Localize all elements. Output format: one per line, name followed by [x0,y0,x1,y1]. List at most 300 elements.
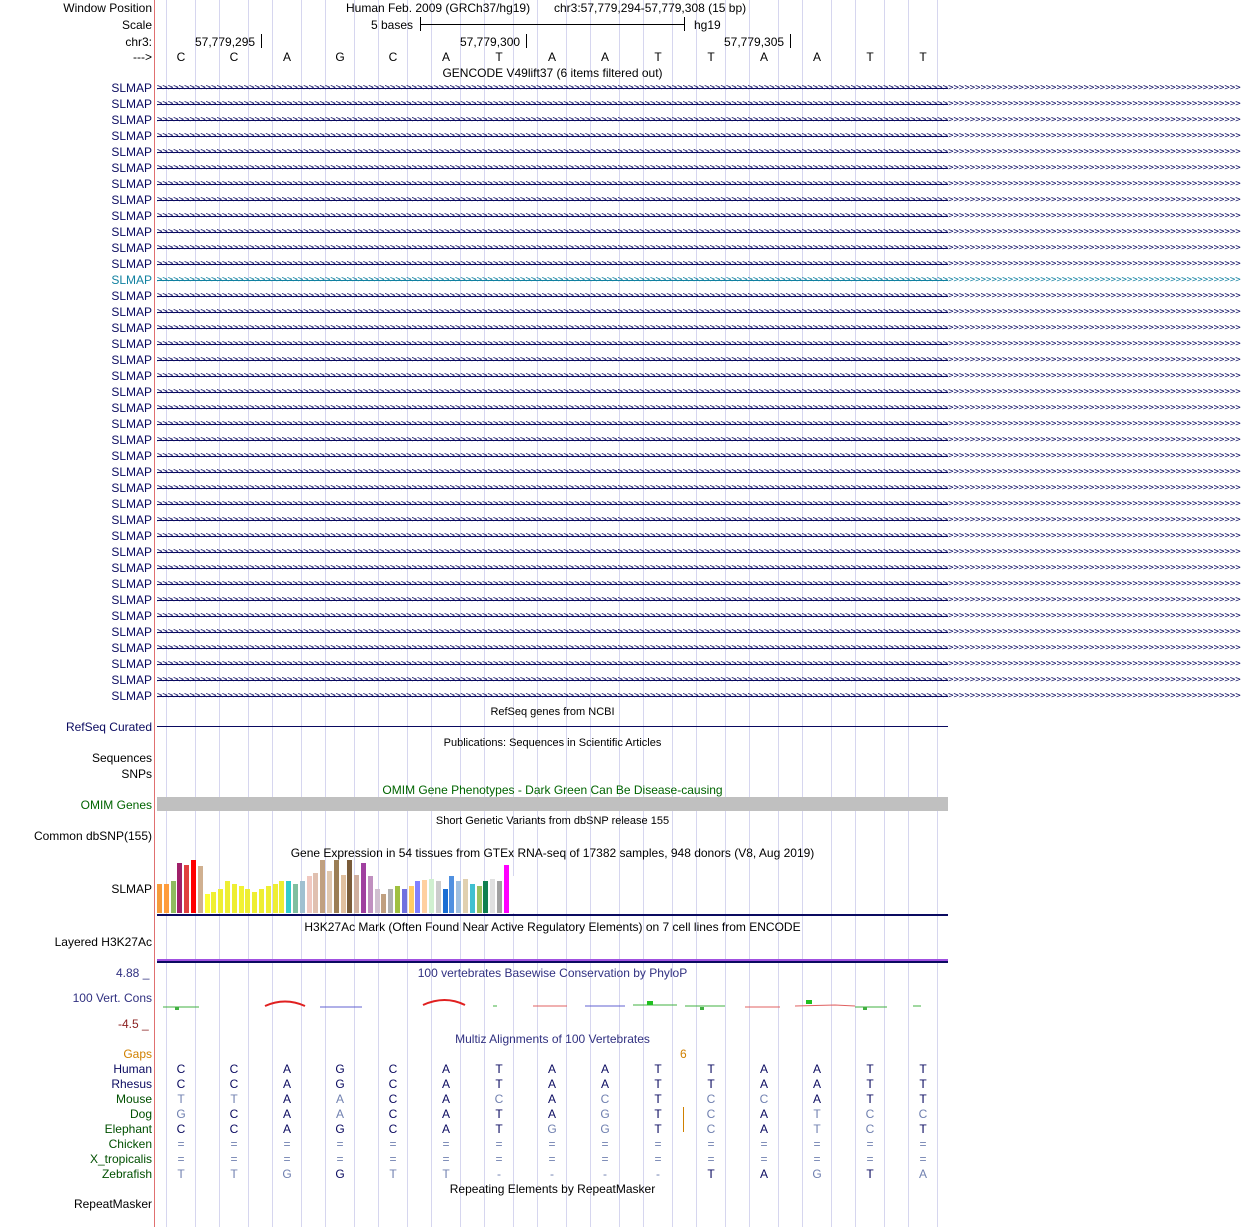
gencode-transcript-label[interactable]: SLMAP [111,561,152,575]
gencode-transcript-label[interactable]: SLMAP [111,305,152,319]
gtex-tissue-bar[interactable] [327,871,332,913]
sequence-base: A [812,50,821,64]
alignment-base: = [442,1152,450,1166]
species-label[interactable]: Chicken [108,1137,152,1151]
alignment-base: T [813,1122,821,1136]
gtex-tissue-bar[interactable] [429,879,434,913]
gtex-tissue-bar[interactable] [395,886,400,913]
gencode-transcript-label[interactable]: SLMAP [111,177,152,191]
strand-label: ---> [133,50,152,64]
species-label[interactable]: Rhesus [111,1077,152,1091]
gaps-label[interactable]: Gaps [123,1047,152,1061]
alignment-base: A [600,1077,609,1091]
alignment-base: A [282,1092,291,1106]
gencode-strand-arrows: >>>>>>>>>>>>>>>>>>>>>>>>>>>>>>>>>>>>>>>>>>>>>>>>>>>>>>>>>>>>>>>>>>>>>>>>>>>>>>>>>>>>>>>>>>>>>>>>>>>>>>>>>>>>>>>>>>>>>>>>>>>>>>>>>>>>>>>>>>>>>>>>>>>>>>>>>>>>>>>>>>>>>>>>>>>>>>>>>>>>>>>>>>>>>>>>>>>>>>>> [157,515,1241,525]
alignment-base: T [654,1122,662,1136]
gtex-title[interactable]: Gene Expression in 54 tissues from GTEx RNA-seq of 17382 samples, 948 donors (V8, Aug 2019) [290,846,815,860]
alignment-base: T [654,1077,662,1091]
gtex-tissue-bar[interactable] [463,879,468,913]
alignment-base: T [495,1077,503,1091]
alignment-base: A [441,1122,450,1136]
alignment-base: T [866,1167,874,1181]
gencode-transcript-label[interactable]: SLMAP [111,433,152,447]
alignment-base: C [229,1062,239,1076]
gtex-tissue-bar[interactable] [368,876,373,913]
alignment-base: A [812,1077,821,1091]
alignment-base: C [706,1092,716,1106]
multiz-title[interactable]: Multiz Alignments of 100 Vertebrates [455,1032,650,1046]
gencode-transcript-label[interactable]: SLMAP [111,401,152,415]
alignment-base: = [283,1152,291,1166]
gtex-tissue-bar[interactable] [470,884,475,913]
gencode-strand-arrows: >>>>>>>>>>>>>>>>>>>>>>>>>>>>>>>>>>>>>>>>>>>>>>>>>>>>>>>>>>>>>>>>>>>>>>>>>>>>>>>>>>>>>>>>>>>>>>>>>>>>>>>>>>>>>>>>>>>>>>>>>>>>>>>>>>>>>>>>>>>>>>>>>>>>>>>>>>>>>>>>>>>>>>>>>>>>>>>>>>>>>>>>>>>>>>>>>>>>>>>> [157,451,1241,461]
gencode-transcript-label[interactable]: SLMAP [111,577,152,591]
gencode-transcript-label[interactable]: SLMAP [111,161,152,175]
scale-bar [420,24,684,25]
species-label[interactable]: Human [113,1062,152,1076]
gencode-strand-arrows: >>>>>>>>>>>>>>>>>>>>>>>>>>>>>>>>>>>>>>>>>>>>>>>>>>>>>>>>>>>>>>>>>>>>>>>>>>>>>>>>>>>>>>>>>>>>>>>>>>>>>>>>>>>>>>>>>>>>>>>>>>>>>>>>>>>>>>>>>>>>>>>>>>>>>>>>>>>>>>>>>>>>>>>>>>>>>>>>>>>>>>>>>>>>>>>>>>>>>>>> [157,307,1241,317]
h3k27ac-signal-bottom [157,961,948,963]
gencode-strand-arrows: >>>>>>>>>>>>>>>>>>>>>>>>>>>>>>>>>>>>>>>>>>>>>>>>>>>>>>>>>>>>>>>>>>>>>>>>>>>>>>>>>>>>>>>>>>>>>>>>>>>>>>>>>>>>>>>>>>>>>>>>>>>>>>>>>>>>>>>>>>>>>>>>>>>>>>>>>>>>>>>>>>>>>>>>>>>>>>>>>>>>>>>>>>>>>>>>>>>>>>>> [157,355,1241,365]
alignment-base: = [707,1137,715,1151]
gtex-tissue-bar[interactable] [164,884,169,913]
alignment-base: G [335,1077,345,1091]
gencode-strand-arrows: >>>>>>>>>>>>>>>>>>>>>>>>>>>>>>>>>>>>>>>>>>>>>>>>>>>>>>>>>>>>>>>>>>>>>>>>>>>>>>>>>>>>>>>>>>>>>>>>>>>>>>>>>>>>>>>>>>>>>>>>>>>>>>>>>>>>>>>>>>>>>>>>>>>>>>>>>>>>>>>>>>>>>>>>>>>>>>>>>>>>>>>>>>>>>>>>>>>>>>>> [157,211,1241,221]
alignment-base: G [282,1167,292,1181]
gencode-transcript-label[interactable]: SLMAP [111,417,152,431]
alignment-base: C [865,1122,875,1136]
sequence-base: C [388,50,398,64]
alignment-base: C [600,1092,610,1106]
alignment-base: = [548,1152,556,1166]
species-label[interactable]: Elephant [104,1122,152,1136]
gencode-transcript-label[interactable]: SLMAP [111,353,152,367]
alignment-base: = [389,1137,397,1151]
gtex-tissue-bar[interactable] [497,881,502,913]
alignment-base: A [759,1077,768,1091]
refseq-gene-line[interactable] [157,726,948,727]
alignment-base: = [442,1137,450,1151]
alignment-base: = [601,1137,609,1151]
alignment-base: A [282,1077,291,1091]
alignment-base: = [177,1152,185,1166]
gencode-strand-arrows: >>>>>>>>>>>>>>>>>>>>>>>>>>>>>>>>>>>>>>>>>>>>>>>>>>>>>>>>>>>>>>>>>>>>>>>>>>>>>>>>>>>>>>>>>>>>>>>>>>>>>>>>>>>>>>>>>>>>>>>>>>>>>>>>>>>>>>>>>>>>>>>>>>>>>>>>>>>>>>>>>>>>>>>>>>>>>>>>>>>>>>>>>>>>>>>>>>>>>>>> [157,627,1241,637]
species-label[interactable]: Zebrafish [101,1167,152,1181]
gencode-transcript-label[interactable]: SLMAP [111,129,152,143]
gtex-tissue-bar[interactable] [307,876,312,913]
gtex-tissue-bar[interactable] [490,879,495,913]
alignment-base: - [656,1167,660,1181]
repeatmasker-label[interactable]: RepeatMasker [73,1197,152,1211]
refseq-title[interactable]: RefSeq genes from NCBI [490,706,615,718]
gtex-tissue-bar[interactable] [375,889,380,913]
sequence-base: T [654,50,662,64]
gencode-transcript-label[interactable]: SLMAP [111,113,152,127]
gtex-tissue-bar[interactable] [341,875,346,913]
position-text[interactable]: chr3:57,779,294-57,779,308 (15 bp) [554,1,747,15]
gtex-tissue-bar[interactable] [320,860,325,913]
alignment-base: A [282,1107,291,1121]
gtex-tissue-bar[interactable] [511,876,516,913]
coord-3: 57,779,305 [724,35,785,49]
gtex-tissue-bar[interactable] [171,881,176,913]
alignment-base: C [388,1122,398,1136]
gtex-tissue-bar[interactable] [279,881,284,913]
alignment-base: = [654,1152,662,1166]
alignment-base: T [707,1167,715,1181]
gtex-tissue-bar[interactable] [198,866,203,913]
publications-title[interactable]: Publications: Sequences in Scientific Articles [443,737,662,749]
alignment-base: G [547,1122,557,1136]
alignment-base: = [866,1137,874,1151]
sequence-base: C [229,50,239,64]
alignment-base: = [230,1137,238,1151]
alignment-base: G [812,1167,822,1181]
alignment-base: A [547,1092,556,1106]
gencode-transcript-label[interactable]: SLMAP [111,321,152,335]
alignment-base: C [176,1122,186,1136]
gtex-tissue-bar[interactable] [504,865,509,913]
scale-label: Scale [121,18,152,32]
gtex-tissue-bar[interactable] [286,881,291,913]
gencode-strand-arrows: >>>>>>>>>>>>>>>>>>>>>>>>>>>>>>>>>>>>>>>>>>>>>>>>>>>>>>>>>>>>>>>>>>>>>>>>>>>>>>>>>>>>>>>>>>>>>>>>>>>>>>>>>>>>>>>>>>>>>>>>>>>>>>>>>>>>>>>>>>>>>>>>>>>>>>>>>>>>>>>>>>>>>>>>>>>>>>>>>>>>>>>>>>>>>>>>>>>>>>>> [157,499,1241,509]
alignment-base: T [707,1077,715,1091]
alignment-base: = [813,1137,821,1151]
alignment-base: T [919,1092,927,1106]
gencode-transcript-label[interactable]: SLMAP [111,625,152,639]
alignment-base: T [919,1062,927,1076]
gap-marker [683,1107,684,1132]
gtex-tissue-bar[interactable] [388,889,393,913]
gencode-strand-arrows: >>>>>>>>>>>>>>>>>>>>>>>>>>>>>>>>>>>>>>>>>>>>>>>>>>>>>>>>>>>>>>>>>>>>>>>>>>>>>>>>>>>>>>>>>>>>>>>>>>>>>>>>>>>>>>>>>>>>>>>>>>>>>>>>>>>>>>>>>>>>>>>>>>>>>>>>>>>>>>>>>>>>>>>>>>>>>>>>>>>>>>>>>>>>>>>>>>>>>>>> [157,595,1241,605]
alignment-base: A [547,1077,556,1091]
gtex-tissue-bar[interactable] [334,860,339,913]
alignment-base: C [176,1062,186,1076]
alignment-base: T [707,1062,715,1076]
gtex-tissue-bar[interactable] [300,881,305,913]
alignment-base: C [176,1077,186,1091]
gencode-strand-arrows: >>>>>>>>>>>>>>>>>>>>>>>>>>>>>>>>>>>>>>>>>>>>>>>>>>>>>>>>>>>>>>>>>>>>>>>>>>>>>>>>>>>>>>>>>>>>>>>>>>>>>>>>>>>>>>>>>>>>>>>>>>>>>>>>>>>>>>>>>>>>>>>>>>>>>>>>>>>>>>>>>>>>>>>>>>>>>>>>>>>>>>>>>>>>>>>>>>>>>>>> [157,483,1241,493]
alignment-base: G [335,1122,345,1136]
alignment-base: A [547,1107,556,1121]
gencode-transcript-label[interactable]: SLMAP [111,465,152,479]
gtex-tissue-bar[interactable] [436,881,441,913]
alignment-base: T [919,1122,927,1136]
gtex-tissue-bar[interactable] [409,886,414,913]
assembly-text[interactable]: Human Feb. 2009 (GRCh37/hg19) [346,1,531,15]
publications-label-1[interactable]: Sequences [91,751,152,765]
gencode-strand-arrows: >>>>>>>>>>>>>>>>>>>>>>>>>>>>>>>>>>>>>>>>>>>>>>>>>>>>>>>>>>>>>>>>>>>>>>>>>>>>>>>>>>>>>>>>>>>>>>>>>>>>>>>>>>>>>>>>>>>>>>>>>>>>>>>>>>>>>>>>>>>>>>>>>>>>>>>>>>>>>>>>>>>>>>>>>>>>>>>>>>>>>>>>>>>>>>>>>>>>>>>> [157,419,1241,429]
gtex-tissue-bar[interactable] [205,894,210,913]
gencode-strand-arrows: >>>>>>>>>>>>>>>>>>>>>>>>>>>>>>>>>>>>>>>>>>>>>>>>>>>>>>>>>>>>>>>>>>>>>>>>>>>>>>>>>>>>>>>>>>>>>>>>>>>>>>>>>>>>>>>>>>>>>>>>>>>>>>>>>>>>>>>>>>>>>>>>>>>>>>>>>>>>>>>>>>>>>>>>>>>>>>>>>>>>>>>>>>>>>>>>>>>>>>>> [157,403,1241,413]
h3k27ac-title[interactable]: H3K27Ac Mark (Often Found Near Active Regulatory Elements) on 7 cell lines from ENCODE [304,920,801,934]
h3k27ac-label[interactable]: Layered H3K27Ac [54,935,152,949]
gencode-strand-arrows: >>>>>>>>>>>>>>>>>>>>>>>>>>>>>>>>>>>>>>>>>>>>>>>>>>>>>>>>>>>>>>>>>>>>>>>>>>>>>>>>>>>>>>>>>>>>>>>>>>>>>>>>>>>>>>>>>>>>>>>>>>>>>>>>>>>>>>>>>>>>>>>>>>>>>>>>>>>>>>>>>>>>>>>>>>>>>>>>>>>>>>>>>>>>>>>>>>>>>>>> [157,323,1241,333]
alignment-base: T [654,1092,662,1106]
alignment-base: A [759,1167,768,1181]
gencode-transcript-label[interactable]: SLMAP [111,209,152,223]
alignment-base: A [441,1062,450,1076]
alignment-base: T [654,1107,662,1121]
gencode-transcript-label[interactable]: SLMAP [111,385,152,399]
alignment-base: A [441,1107,450,1121]
gtex-tissue-bar[interactable] [225,881,230,913]
alignment-base: C [865,1107,875,1121]
gencode-strand-arrows: >>>>>>>>>>>>>>>>>>>>>>>>>>>>>>>>>>>>>>>>>>>>>>>>>>>>>>>>>>>>>>>>>>>>>>>>>>>>>>>>>>>>>>>>>>>>>>>>>>>>>>>>>>>>>>>>>>>>>>>>>>>>>>>>>>>>>>>>>>>>>>>>>>>>>>>>>>>>>>>>>>>>>>>>>>>>>>>>>>>>>>>>>>>>>>>>>>>>>>>> [157,467,1241,477]
alignment-base: T [866,1077,874,1091]
gtex-tissue-bar[interactable] [232,884,237,913]
gap-count[interactable]: 6 [680,1047,687,1061]
gencode-transcript-label[interactable]: SLMAP [111,193,152,207]
phylop-max: 4.88 _ [116,966,150,980]
gencode-transcript-label[interactable]: SLMAP [111,689,152,703]
gtex-tissue-bar[interactable] [449,876,454,913]
alignment-base: = [495,1137,503,1151]
phylop-signal[interactable] [155,995,950,1015]
gencode-title[interactable]: GENCODE V49lift37 (6 items filtered out) [442,66,663,80]
gtex-tissue-bar[interactable] [313,873,318,913]
gencode-strand-arrows: >>>>>>>>>>>>>>>>>>>>>>>>>>>>>>>>>>>>>>>>>>>>>>>>>>>>>>>>>>>>>>>>>>>>>>>>>>>>>>>>>>>>>>>>>>>>>>>>>>>>>>>>>>>>>>>>>>>>>>>>>>>>>>>>>>>>>>>>>>>>>>>>>>>>>>>>>>>>>>>>>>>>>>>>>>>>>>>>>>>>>>>>>>>>>>>>>>>>>>>> [157,611,1241,621]
gtex-tissue-bar[interactable] [443,889,448,913]
alignment-base: T [495,1107,503,1121]
alignment-base: = [495,1152,503,1166]
gencode-transcript-label[interactable]: SLMAP [111,673,152,687]
alignment-base: - [603,1167,607,1181]
alignment-base: T [866,1062,874,1076]
gencode-strand-arrows: >>>>>>>>>>>>>>>>>>>>>>>>>>>>>>>>>>>>>>>>>>>>>>>>>>>>>>>>>>>>>>>>>>>>>>>>>>>>>>>>>>>>>>>>>>>>>>>>>>>>>>>>>>>>>>>>>>>>>>>>>>>>>>>>>>>>>>>>>>>>>>>>>>>>>>>>>>>>>>>>>>>>>>>>>>>>>>>>>>>>>>>>>>>>>>>>>>>>>>>> [157,275,1241,285]
alignment-base: A [812,1092,821,1106]
phylop-title[interactable]: 100 vertebrates Basewise Conservation by PhyloP [417,966,688,980]
gencode-strand-arrows: >>>>>>>>>>>>>>>>>>>>>>>>>>>>>>>>>>>>>>>>>>>>>>>>>>>>>>>>>>>>>>>>>>>>>>>>>>>>>>>>>>>>>>>>>>>>>>>>>>>>>>>>>>>>>>>>>>>>>>>>>>>>>>>>>>>>>>>>>>>>>>>>>>>>>>>>>>>>>>>>>>>>>>>>>>>>>>>>>>>>>>>>>>>>>>>>>>>>>>>> [157,83,1241,93]
alignment-base: = [283,1137,291,1151]
alignment-base: A [282,1122,291,1136]
refseq-label[interactable]: RefSeq Curated [65,720,152,734]
alignment-base: A [759,1107,768,1121]
coord-2: 57,779,300 [460,35,521,49]
omim-gene-bar[interactable] [157,797,948,811]
gencode-strand-arrows: >>>>>>>>>>>>>>>>>>>>>>>>>>>>>>>>>>>>>>>>>>>>>>>>>>>>>>>>>>>>>>>>>>>>>>>>>>>>>>>>>>>>>>>>>>>>>>>>>>>>>>>>>>>>>>>>>>>>>>>>>>>>>>>>>>>>>>>>>>>>>>>>>>>>>>>>>>>>>>>>>>>>>>>>>>>>>>>>>>>>>>>>>>>>>>>>>>>>>>>> [157,659,1241,669]
gtex-tissue-bar[interactable] [354,875,359,913]
gtex-label[interactable]: SLMAP [111,882,152,896]
alignment-base: C [759,1092,769,1106]
window-position-label: Window Position [63,1,152,15]
repeatmasker-title[interactable]: Repeating Elements by RepeatMasker [449,1182,656,1196]
alignment-base: = [760,1152,768,1166]
publications-label-2[interactable]: SNPs [121,767,152,781]
alignment-base: A [335,1092,344,1106]
sequence-base: A [600,50,609,64]
gencode-transcript-label[interactable]: SLMAP [111,449,152,463]
gtex-tissue-bar[interactable] [211,892,216,913]
alignment-base: T [177,1167,185,1181]
alignment-base: A [282,1062,291,1076]
alignment-base: = [919,1137,927,1151]
sequence-base: T [495,50,503,64]
gtex-tissue-bar[interactable] [184,865,189,913]
gencode-transcript-label[interactable]: SLMAP [111,145,152,159]
alignment-base: C [388,1077,398,1091]
gtex-tissue-bar[interactable] [157,884,162,913]
sequence-base: A [441,50,450,64]
alignment-base: C [918,1107,928,1121]
alignment-base: C [706,1107,716,1121]
gtex-tissue-bar[interactable] [252,892,257,913]
gtex-tissue-bar[interactable] [293,884,298,913]
alignment-base: T [442,1167,450,1181]
alignment-base: A [441,1092,450,1106]
alignment-base: = [389,1152,397,1166]
alignment-base: A [759,1062,768,1076]
alignment-base: T [495,1122,503,1136]
alignment-base: - [550,1167,554,1181]
gencode-transcript-label[interactable]: SLMAP [111,241,152,255]
alignment-base: G [600,1122,610,1136]
alignment-base: = [336,1137,344,1151]
gencode-strand-arrows: >>>>>>>>>>>>>>>>>>>>>>>>>>>>>>>>>>>>>>>>>>>>>>>>>>>>>>>>>>>>>>>>>>>>>>>>>>>>>>>>>>>>>>>>>>>>>>>>>>>>>>>>>>>>>>>>>>>>>>>>>>>>>>>>>>>>>>>>>>>>>>>>>>>>>>>>>>>>>>>>>>>>>>>>>>>>>>>>>>>>>>>>>>>>>>>>>>>>>>>> [157,531,1241,541]
gtex-tissue-bar[interactable] [456,881,461,913]
gtex-tissue-bar[interactable] [361,863,366,913]
alignment-base: C [388,1107,398,1121]
alignment-base: = [919,1152,927,1166]
gencode-transcript-label[interactable]: SLMAP [111,337,152,351]
scale-text: 5 bases [371,18,414,32]
gencode-strand-arrows: >>>>>>>>>>>>>>>>>>>>>>>>>>>>>>>>>>>>>>>>>>>>>>>>>>>>>>>>>>>>>>>>>>>>>>>>>>>>>>>>>>>>>>>>>>>>>>>>>>>>>>>>>>>>>>>>>>>>>>>>>>>>>>>>>>>>>>>>>>>>>>>>>>>>>>>>>>>>>>>>>>>>>>>>>>>>>>>>>>>>>>>>>>>>>>>>>>>>>>>> [157,227,1241,237]
gencode-strand-arrows: >>>>>>>>>>>>>>>>>>>>>>>>>>>>>>>>>>>>>>>>>>>>>>>>>>>>>>>>>>>>>>>>>>>>>>>>>>>>>>>>>>>>>>>>>>>>>>>>>>>>>>>>>>>>>>>>>>>>>>>>>>>>>>>>>>>>>>>>>>>>>>>>>>>>>>>>>>>>>>>>>>>>>>>>>>>>>>>>>>>>>>>>>>>>>>>>>>>>>>>> [157,163,1241,173]
gencode-transcript-label[interactable]: SLMAP [111,97,152,111]
alignment-base: C [388,1092,398,1106]
gencode-strand-arrows: >>>>>>>>>>>>>>>>>>>>>>>>>>>>>>>>>>>>>>>>>>>>>>>>>>>>>>>>>>>>>>>>>>>>>>>>>>>>>>>>>>>>>>>>>>>>>>>>>>>>>>>>>>>>>>>>>>>>>>>>>>>>>>>>>>>>>>>>>>>>>>>>>>>>>>>>>>>>>>>>>>>>>>>>>>>>>>>>>>>>>>>>>>>>>>>>>>>>>>>> [157,259,1241,269]
alignment-base: C [229,1077,239,1091]
alignment-base: C [229,1122,239,1136]
alignment-base: A [759,1122,768,1136]
alignment-base: G [176,1107,186,1121]
omim-title[interactable]: OMIM Gene Phenotypes - Dark Green Can Be Disease-causing [382,783,723,797]
gtex-tissue-bar[interactable] [239,886,244,913]
alignment-base: T [177,1092,185,1106]
sequence-base: A [759,50,768,64]
alignment-base: C [229,1107,239,1121]
alignment-base: T [866,1092,874,1106]
omim-label[interactable]: OMIM Genes [80,798,152,812]
gencode-transcript-label[interactable]: SLMAP [111,81,152,95]
gencode-strand-arrows: >>>>>>>>>>>>>>>>>>>>>>>>>>>>>>>>>>>>>>>>>>>>>>>>>>>>>>>>>>>>>>>>>>>>>>>>>>>>>>>>>>>>>>>>>>>>>>>>>>>>>>>>>>>>>>>>>>>>>>>>>>>>>>>>>>>>>>>>>>>>>>>>>>>>>>>>>>>>>>>>>>>>>>>>>>>>>>>>>>>>>>>>>>>>>>>>>>>>>>>> [157,563,1241,573]
gtex-tissue-bar[interactable] [381,894,386,913]
gencode-strand-arrows: >>>>>>>>>>>>>>>>>>>>>>>>>>>>>>>>>>>>>>>>>>>>>>>>>>>>>>>>>>>>>>>>>>>>>>>>>>>>>>>>>>>>>>>>>>>>>>>>>>>>>>>>>>>>>>>>>>>>>>>>>>>>>>>>>>>>>>>>>>>>>>>>>>>>>>>>>>>>>>>>>>>>>>>>>>>>>>>>>>>>>>>>>>>>>>>>>>>>>>>> [157,243,1241,253]
coord-2-tick [526,34,527,48]
gencode-strand-arrows: >>>>>>>>>>>>>>>>>>>>>>>>>>>>>>>>>>>>>>>>>>>>>>>>>>>>>>>>>>>>>>>>>>>>>>>>>>>>>>>>>>>>>>>>>>>>>>>>>>>>>>>>>>>>>>>>>>>>>>>>>>>>>>>>>>>>>>>>>>>>>>>>>>>>>>>>>>>>>>>>>>>>>>>>>>>>>>>>>>>>>>>>>>>>>>>>>>>>>>>> [157,371,1241,381]
gtex-tissue-bar[interactable] [402,889,407,913]
chrom-label: chr3: [125,35,152,49]
sequence-base: C [176,50,186,64]
alignment-base: G [600,1107,610,1121]
species-label[interactable]: Dog [129,1107,152,1121]
gencode-strand-arrows: >>>>>>>>>>>>>>>>>>>>>>>>>>>>>>>>>>>>>>>>>>>>>>>>>>>>>>>>>>>>>>>>>>>>>>>>>>>>>>>>>>>>>>>>>>>>>>>>>>>>>>>>>>>>>>>>>>>>>>>>>>>>>>>>>>>>>>>>>>>>>>>>>>>>>>>>>>>>>>>>>>>>>>>>>>>>>>>>>>>>>>>>>>>>>>>>>>>>>>>> [157,435,1241,445]
gencode-transcript-label[interactable]: SLMAP [111,529,152,543]
gencode-transcript-label[interactable]: SLMAP [111,225,152,239]
gencode-strand-arrows: >>>>>>>>>>>>>>>>>>>>>>>>>>>>>>>>>>>>>>>>>>>>>>>>>>>>>>>>>>>>>>>>>>>>>>>>>>>>>>>>>>>>>>>>>>>>>>>>>>>>>>>>>>>>>>>>>>>>>>>>>>>>>>>>>>>>>>>>>>>>>>>>>>>>>>>>>>>>>>>>>>>>>>>>>>>>>>>>>>>>>>>>>>>>>>>>>>>>>>>> [157,387,1241,397]
gencode-strand-arrows: >>>>>>>>>>>>>>>>>>>>>>>>>>>>>>>>>>>>>>>>>>>>>>>>>>>>>>>>>>>>>>>>>>>>>>>>>>>>>>>>>>>>>>>>>>>>>>>>>>>>>>>>>>>>>>>>>>>>>>>>>>>>>>>>>>>>>>>>>>>>>>>>>>>>>>>>>>>>>>>>>>>>>>>>>>>>>>>>>>>>>>>>>>>>>>>>>>>>>>>> [157,147,1241,157]
phylop-min: -4.5 _ [118,1017,149,1031]
gtex-tissue-bar[interactable] [422,880,427,913]
gtex-tissue-bar[interactable] [245,889,250,913]
gencode-strand-arrows: >>>>>>>>>>>>>>>>>>>>>>>>>>>>>>>>>>>>>>>>>>>>>>>>>>>>>>>>>>>>>>>>>>>>>>>>>>>>>>>>>>>>>>>>>>>>>>>>>>>>>>>>>>>>>>>>>>>>>>>>>>>>>>>>>>>>>>>>>>>>>>>>>>>>>>>>>>>>>>>>>>>>>>>>>>>>>>>>>>>>>>>>>>>>>>>>>>>>>>>> [157,643,1241,653]
alignment-base: = [548,1137,556,1151]
alignment-base: T [230,1167,238,1181]
gtex-tissue-bar[interactable] [177,863,182,913]
alignment-base: A [441,1077,450,1091]
gencode-strand-arrows: >>>>>>>>>>>>>>>>>>>>>>>>>>>>>>>>>>>>>>>>>>>>>>>>>>>>>>>>>>>>>>>>>>>>>>>>>>>>>>>>>>>>>>>>>>>>>>>>>>>>>>>>>>>>>>>>>>>>>>>>>>>>>>>>>>>>>>>>>>>>>>>>>>>>>>>>>>>>>>>>>>>>>>>>>>>>>>>>>>>>>>>>>>>>>>>>>>>>>>>> [157,579,1241,589]
alignment-base: T [389,1167,397,1181]
gencode-transcript-label[interactable]: SLMAP [111,657,152,671]
alignment-base: T [919,1077,927,1091]
gencode-transcript-label[interactable]: SLMAP [111,273,152,287]
alignment-base: G [335,1167,345,1181]
alignment-base: A [918,1167,927,1181]
gencode-transcript-label[interactable]: SLMAP [111,481,152,495]
alignment-base: = [601,1152,609,1166]
sequence-base: T [919,50,927,64]
alignment-base: C [388,1062,398,1076]
gencode-strand-arrows: >>>>>>>>>>>>>>>>>>>>>>>>>>>>>>>>>>>>>>>>>>>>>>>>>>>>>>>>>>>>>>>>>>>>>>>>>>>>>>>>>>>>>>>>>>>>>>>>>>>>>>>>>>>>>>>>>>>>>>>>>>>>>>>>>>>>>>>>>>>>>>>>>>>>>>>>>>>>>>>>>>>>>>>>>>>>>>>>>>>>>>>>>>>>>>>>>>>>>>>> [157,291,1241,301]
gtex-tissue-bar[interactable] [477,886,482,913]
gencode-transcript-label[interactable]: SLMAP [111,593,152,607]
gtex-tissue-bar[interactable] [191,860,196,913]
coord-1: 57,779,295 [195,35,256,49]
coord-1-tick [261,34,262,48]
gtex-tissue-bar[interactable] [273,884,278,913]
alignment-base: A [335,1107,344,1121]
sequence-base: G [335,50,345,64]
alignment-base: = [230,1152,238,1166]
species-label[interactable]: X_tropicalis [89,1152,152,1166]
gencode-transcript-label[interactable]: SLMAP [111,257,152,271]
gencode-strand-arrows: >>>>>>>>>>>>>>>>>>>>>>>>>>>>>>>>>>>>>>>>>>>>>>>>>>>>>>>>>>>>>>>>>>>>>>>>>>>>>>>>>>>>>>>>>>>>>>>>>>>>>>>>>>>>>>>>>>>>>>>>>>>>>>>>>>>>>>>>>>>>>>>>>>>>>>>>>>>>>>>>>>>>>>>>>>>>>>>>>>>>>>>>>>>>>>>>>>>>>>>> [157,131,1241,141]
alignment-base: C [494,1092,504,1106]
gencode-transcript-label[interactable]: SLMAP [111,641,152,655]
alignment-base: = [654,1137,662,1151]
alignment-base: T [495,1062,503,1076]
gencode-transcript-label[interactable]: SLMAP [111,609,152,623]
gencode-strand-arrows: >>>>>>>>>>>>>>>>>>>>>>>>>>>>>>>>>>>>>>>>>>>>>>>>>>>>>>>>>>>>>>>>>>>>>>>>>>>>>>>>>>>>>>>>>>>>>>>>>>>>>>>>>>>>>>>>>>>>>>>>>>>>>>>>>>>>>>>>>>>>>>>>>>>>>>>>>>>>>>>>>>>>>>>>>>>>>>>>>>>>>>>>>>>>>>>>>>>>>>>> [157,195,1241,205]
dbsnp-title[interactable]: Short Genetic Variants from dbSNP release 155 [435,815,670,827]
species-label[interactable]: Mouse [115,1092,152,1106]
gencode-strand-arrows: >>>>>>>>>>>>>>>>>>>>>>>>>>>>>>>>>>>>>>>>>>>>>>>>>>>>>>>>>>>>>>>>>>>>>>>>>>>>>>>>>>>>>>>>>>>>>>>>>>>>>>>>>>>>>>>>>>>>>>>>>>>>>>>>>>>>>>>>>>>>>>>>>>>>>>>>>>>>>>>>>>>>>>>>>>>>>>>>>>>>>>>>>>>>>>>>>>>>>>>> [157,99,1241,109]
sequence-base: A [282,50,291,64]
sequence-base: T [866,50,874,64]
gencode-transcript-label[interactable]: SLMAP [111,497,152,511]
alignment-base: T [654,1062,662,1076]
gtex-tissue-bar[interactable] [415,881,420,913]
gencode-transcript-label[interactable]: SLMAP [111,513,152,527]
alignment-base: C [706,1122,716,1136]
gencode-transcript-label[interactable]: SLMAP [111,545,152,559]
alignment-base: A [600,1062,609,1076]
gencode-transcript-label[interactable]: SLMAP [111,369,152,383]
alignment-base: = [866,1152,874,1166]
gtex-tissue-bar[interactable] [517,897,522,913]
gtex-tissue-bar[interactable] [483,881,488,913]
gtex-tissue-bar[interactable] [218,889,223,913]
alignment-base: = [760,1137,768,1151]
gencode-transcript-label[interactable]: SLMAP [111,289,152,303]
gtex-tissue-bar[interactable] [266,886,271,913]
dbsnp-label[interactable]: Common dbSNP(155) [33,829,152,843]
alignment-base: G [335,1062,345,1076]
gtex-tissue-bar[interactable] [347,860,352,913]
coord-3-tick [790,34,791,48]
gtex-tissue-bar[interactable] [259,889,264,913]
phylop-label[interactable]: 100 Vert. Cons [72,991,152,1005]
